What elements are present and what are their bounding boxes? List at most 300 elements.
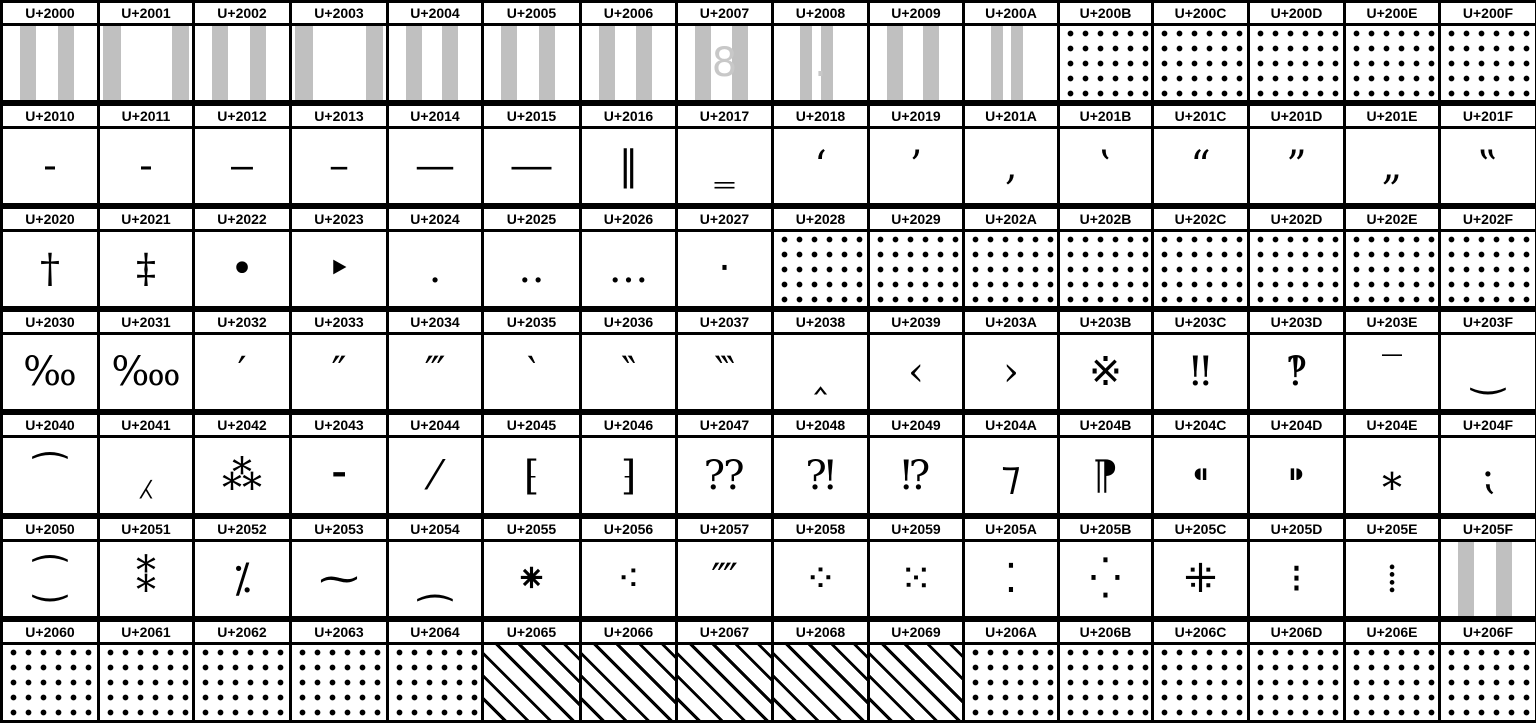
glyph-character: ― <box>511 143 552 189</box>
undefined-glyph-pattern <box>1346 232 1438 306</box>
glyph-character: ⁞ <box>1386 556 1398 602</box>
glyph-sample <box>389 129 481 203</box>
glyph-character: ′ <box>237 349 247 395</box>
code-point-label: U+2060 <box>3 622 97 642</box>
glyph-cell <box>1346 622 1438 720</box>
glyph-cell <box>3 3 97 100</box>
glyph-sample <box>292 335 386 409</box>
glyph-character: ⁈ <box>805 452 836 499</box>
code-point-label: U+203D <box>1250 312 1343 332</box>
glyph-cell <box>100 106 192 203</box>
code-point-label: U+205E <box>1346 519 1438 539</box>
glyph-sample <box>3 438 97 513</box>
glyph-character: ⁕ <box>514 556 549 602</box>
glyph-sample <box>965 438 1057 513</box>
glyph-cell <box>389 312 481 409</box>
glyph-sample <box>582 542 675 616</box>
glyph-cell <box>1441 415 1535 513</box>
glyph-cell <box>100 519 192 616</box>
glyph-sample <box>1346 542 1438 616</box>
space-reference-glyph: . <box>814 40 827 86</box>
code-point-label: U+204D <box>1250 415 1343 435</box>
undefined-glyph-pattern <box>1060 232 1151 306</box>
glyph-cell <box>1154 209 1247 306</box>
glyph-sample <box>195 129 289 203</box>
code-point-label: U+2004 <box>389 3 481 23</box>
glyph-sample <box>870 335 962 409</box>
glyph-sample <box>389 232 481 306</box>
glyph-character: ⁄ <box>431 452 439 499</box>
undefined-glyph-pattern <box>1250 26 1343 100</box>
glyph-sample <box>195 26 289 100</box>
space-width-bar <box>103 26 121 100</box>
undefined-glyph-pattern <box>870 232 962 306</box>
glyph-sample <box>582 129 675 203</box>
code-point-label: U+204F <box>1441 415 1535 435</box>
code-point-label: U+201F <box>1441 106 1535 126</box>
glyph-cell <box>582 209 675 306</box>
glyph-character: ‟ <box>1477 143 1499 189</box>
code-point-label: U+204E <box>1346 415 1438 435</box>
code-point-label: U+2067 <box>678 622 771 642</box>
code-point-label: U+2043 <box>292 415 386 435</box>
glyph-sample <box>774 542 867 616</box>
glyph-cell <box>774 519 867 616</box>
code-point-label: U+203A <box>965 312 1057 332</box>
glyph-character: ․ <box>428 246 442 292</box>
glyph-cell <box>1060 3 1151 100</box>
code-point-label: U+200B <box>1060 3 1151 23</box>
code-point-label: U+2055 <box>484 519 579 539</box>
glyph-character: — <box>415 143 455 189</box>
glyph-cell <box>3 519 97 616</box>
code-point-label: U+2017 <box>678 106 771 126</box>
glyph-character: … <box>608 246 649 292</box>
glyph-cell <box>774 209 867 306</box>
glyph-sample <box>484 335 579 409</box>
code-point-label: U+2001 <box>100 3 192 23</box>
glyph-cell <box>292 519 386 616</box>
glyph-character: ⁓ <box>319 556 359 602</box>
code-point-label: U+2000 <box>3 3 97 23</box>
code-point-label: U+204A <box>965 415 1057 435</box>
glyph-cell <box>1250 106 1343 203</box>
glyph-character: ⁏ <box>1481 452 1495 499</box>
undefined-glyph-pattern <box>1441 645 1535 720</box>
glyph-character: ⁍ <box>1286 452 1307 499</box>
code-point-label: U+2010 <box>3 106 97 126</box>
undefined-glyph-pattern <box>965 645 1057 720</box>
glyph-cell <box>1154 312 1247 409</box>
glyph-character: „ <box>1381 143 1403 189</box>
undefined-glyph-pattern <box>1154 26 1247 100</box>
glyph-cell <box>3 622 97 720</box>
code-point-label: U+2013 <box>292 106 386 126</box>
code-point-label: U+2037 <box>678 312 771 332</box>
undefined-glyph-pattern <box>1346 645 1438 720</box>
code-point-label: U+201B <box>1060 106 1151 126</box>
glyph-cell <box>774 622 867 720</box>
unassigned-code-point-pattern <box>582 645 675 720</box>
glyph-sample <box>870 438 962 513</box>
glyph-sample <box>292 542 386 616</box>
code-point-label: U+2057 <box>678 519 771 539</box>
glyph-character: ⁂ <box>222 452 262 499</box>
glyph-character: ⁗ <box>711 556 738 602</box>
glyph-sample <box>1154 129 1247 203</box>
code-point-label: U+2028 <box>774 209 867 229</box>
glyph-character: ⁁ <box>141 452 151 499</box>
code-point-label: U+2033 <box>292 312 386 332</box>
code-point-label: U+2009 <box>870 3 962 23</box>
space-width-bar <box>172 26 189 100</box>
glyph-sample <box>100 26 192 100</box>
glyph-cell <box>1060 312 1151 409</box>
glyph-sample <box>1154 438 1247 513</box>
undefined-glyph-pattern <box>1441 26 1535 100</box>
code-point-label: U+2068 <box>774 622 867 642</box>
glyph-character: ‴ <box>424 349 446 395</box>
glyph-sample <box>774 129 867 203</box>
code-point-label: U+2045 <box>484 415 579 435</box>
code-point-label: U+206D <box>1250 622 1343 642</box>
glyph-cell <box>292 415 386 513</box>
code-point-label: U+2048 <box>774 415 867 435</box>
code-point-label: U+200C <box>1154 3 1247 23</box>
glyph-character: ‑ <box>139 143 153 189</box>
space-width-bar <box>636 26 652 100</box>
glyph-cell <box>1250 622 1343 720</box>
glyph-sample <box>100 438 192 513</box>
glyph-sample <box>678 542 771 616</box>
code-point-label: U+201C <box>1154 106 1247 126</box>
code-point-label: U+200E <box>1346 3 1438 23</box>
glyph-character: ⁚ <box>1004 556 1018 602</box>
space-width-bar <box>1496 542 1512 616</box>
undefined-glyph-pattern <box>1250 232 1343 306</box>
glyph-cell <box>678 106 771 203</box>
glyph-sample <box>484 129 579 203</box>
glyph-cell <box>870 106 962 203</box>
glyph-character: ” <box>1286 143 1307 189</box>
glyph-character: ‼ <box>1189 349 1212 395</box>
code-point-label: U+2052 <box>195 519 289 539</box>
glyph-character: ⁛ <box>1089 556 1122 602</box>
glyph-sample <box>195 438 289 513</box>
glyph-sample <box>965 26 1057 100</box>
code-point-label: U+2054 <box>389 519 481 539</box>
glyph-sample <box>3 26 97 100</box>
glyph-cell <box>389 209 481 306</box>
glyph-cell <box>870 415 962 513</box>
glyph-cell <box>1346 312 1438 409</box>
code-point-label: U+2061 <box>100 622 192 642</box>
glyph-cell <box>100 622 192 720</box>
glyph-sample <box>1060 542 1151 616</box>
code-point-label: U+2024 <box>389 209 481 229</box>
glyph-character: ‸ <box>813 349 828 395</box>
glyph-cell <box>484 3 579 100</box>
glyph-character: ⁉ <box>900 452 932 499</box>
glyph-character: ‒ <box>229 143 255 189</box>
glyph-cell <box>1441 209 1535 306</box>
code-point-label: U+2044 <box>389 415 481 435</box>
glyph-sample <box>195 542 289 616</box>
glyph-cell <box>1250 415 1343 513</box>
glyph-cell <box>3 415 97 513</box>
glyph-cell <box>1250 209 1343 306</box>
glyph-cell <box>678 415 771 513</box>
glyph-character: ‘ <box>814 143 827 189</box>
glyph-cell <box>1154 3 1247 100</box>
glyph-sample <box>100 542 192 616</box>
glyph-cell <box>965 106 1057 203</box>
glyph-sample <box>100 232 192 306</box>
glyph-cell <box>582 519 675 616</box>
code-point-label: U+202A <box>965 209 1057 229</box>
glyph-sample <box>1346 129 1438 203</box>
space-width-bar <box>1011 26 1023 100</box>
code-point-label: U+2014 <box>389 106 481 126</box>
glyph-character: ⁑ <box>136 556 156 602</box>
glyph-character: ‷ <box>714 349 735 395</box>
code-point-label: U+2023 <box>292 209 386 229</box>
glyph-cell <box>100 209 192 306</box>
glyph-sample <box>1441 335 1535 409</box>
space-width-bar <box>991 26 1003 100</box>
glyph-sample <box>484 438 579 513</box>
glyph-sample <box>774 26 867 100</box>
glyph-cell <box>292 106 386 203</box>
glyph-cell <box>582 312 675 409</box>
code-point-label: U+2008 <box>774 3 867 23</box>
code-point-label: U+2015 <box>484 106 579 126</box>
glyph-sample <box>3 542 97 616</box>
glyph-character: • <box>230 246 254 292</box>
glyph-character: ⁊ <box>1001 452 1021 499</box>
glyph-sample <box>100 129 192 203</box>
space-width-bar <box>539 26 555 100</box>
code-point-label: U+2026 <box>582 209 675 229</box>
glyph-character: ⁜ <box>1183 556 1218 602</box>
undefined-glyph-pattern <box>389 645 481 720</box>
glyph-sample <box>582 335 675 409</box>
space-width-bar <box>599 26 615 100</box>
glyph-character: ‣ <box>327 246 351 292</box>
glyph-character: ‹ <box>908 349 924 395</box>
glyph-cell <box>1154 622 1247 720</box>
glyph-character: ’ <box>909 143 923 189</box>
glyph-character: ‚ <box>1004 143 1018 189</box>
glyph-sample <box>1250 129 1343 203</box>
glyph-character: ‖ <box>618 143 639 189</box>
glyph-sample <box>484 26 579 100</box>
code-point-label: U+201A <box>965 106 1057 126</box>
unassigned-code-point-pattern <box>870 645 962 720</box>
glyph-sample <box>484 542 579 616</box>
glyph-character: ″ <box>331 349 347 395</box>
undefined-glyph-pattern <box>1441 232 1535 306</box>
glyph-cell <box>1060 519 1151 616</box>
code-point-label: U+2066 <box>582 622 675 642</box>
glyph-sample <box>1441 542 1535 616</box>
glyph-character: ‿ <box>1471 349 1505 395</box>
glyph-cell <box>1060 415 1151 513</box>
glyph-character: ‱ <box>111 349 181 395</box>
glyph-character: ‾ <box>1382 349 1402 395</box>
code-point-label: U+2042 <box>195 415 289 435</box>
space-reference-glyph: 8 <box>711 40 738 86</box>
glyph-cell <box>195 622 289 720</box>
glyph-character: ‐ <box>43 143 57 189</box>
space-width-bar <box>212 26 228 100</box>
glyph-sample <box>965 542 1057 616</box>
code-point-label: U+202D <box>1250 209 1343 229</box>
undefined-glyph-pattern <box>3 645 97 720</box>
glyph-cell <box>1441 312 1535 409</box>
code-point-label: U+2021 <box>100 209 192 229</box>
glyph-cell <box>1250 312 1343 409</box>
glyph-cell <box>1441 106 1535 203</box>
glyph-character: ‡ <box>136 246 156 292</box>
glyph-character: ⁐ <box>33 556 67 602</box>
glyph-character: ⁌ <box>1190 452 1211 499</box>
code-point-label: U+2005 <box>484 3 579 23</box>
code-point-label: U+2006 <box>582 3 675 23</box>
glyph-character: ‛ <box>1099 143 1112 189</box>
code-point-label: U+2011 <box>100 106 192 126</box>
glyph-sample <box>1441 438 1535 513</box>
glyph-cell <box>292 3 386 100</box>
code-point-label: U+2047 <box>678 415 771 435</box>
code-point-label: U+206B <box>1060 622 1151 642</box>
code-point-label: U+203E <box>1346 312 1438 332</box>
glyph-cell <box>870 312 962 409</box>
code-point-label: U+2050 <box>3 519 97 539</box>
code-point-label: U+2051 <box>100 519 192 539</box>
space-width-bar <box>923 26 939 100</box>
code-point-label: U+2035 <box>484 312 579 332</box>
code-point-label: U+202E <box>1346 209 1438 229</box>
glyph-cell <box>774 106 867 203</box>
glyph-sample <box>678 26 771 100</box>
glyph-cell <box>965 415 1057 513</box>
glyph-character: ‗ <box>714 143 735 189</box>
undefined-glyph-pattern <box>1060 645 1151 720</box>
glyph-cell <box>3 312 97 409</box>
glyph-sample <box>195 335 289 409</box>
undefined-glyph-pattern <box>1154 232 1247 306</box>
glyph-cell <box>582 3 675 100</box>
glyph-character: ⁔ <box>418 556 452 602</box>
glyph-sample <box>870 542 962 616</box>
glyph-cell <box>389 106 481 203</box>
glyph-sample <box>678 129 771 203</box>
space-width-bar <box>887 26 903 100</box>
glyph-sample <box>1441 129 1535 203</box>
glyph-cell <box>484 209 579 306</box>
glyph-cell <box>965 209 1057 306</box>
glyph-sample <box>965 335 1057 409</box>
code-point-label: U+200D <box>1250 3 1343 23</box>
glyph-sample <box>389 335 481 409</box>
code-point-label: U+204B <box>1060 415 1151 435</box>
code-point-label: U+2049 <box>870 415 962 435</box>
undefined-glyph-pattern <box>195 645 289 720</box>
glyph-sample <box>678 335 771 409</box>
glyph-cell <box>1250 519 1343 616</box>
code-point-label: U+204C <box>1154 415 1247 435</box>
glyph-sample <box>389 438 481 513</box>
glyph-cell <box>3 209 97 306</box>
code-point-label: U+202F <box>1441 209 1535 229</box>
glyph-sample <box>1346 438 1438 513</box>
glyph-cell <box>484 519 579 616</box>
glyph-character: ‥ <box>518 246 545 292</box>
glyph-sample <box>484 232 579 306</box>
space-width-bar <box>406 26 422 100</box>
glyph-cell <box>195 312 289 409</box>
glyph-character: ⁋ <box>1092 452 1119 499</box>
glyph-sample <box>582 438 675 513</box>
glyph-sample <box>3 335 97 409</box>
glyph-cell <box>870 3 962 100</box>
code-point-label: U+205F <box>1441 519 1535 539</box>
glyph-cell <box>1154 415 1247 513</box>
code-point-label: U+2040 <box>3 415 97 435</box>
glyph-cell <box>582 106 675 203</box>
glyph-cell <box>678 519 771 616</box>
code-point-label: U+203F <box>1441 312 1535 332</box>
glyph-sample <box>1060 129 1151 203</box>
code-point-label: U+200F <box>1441 3 1535 23</box>
glyph-character: ⁇ <box>704 452 745 499</box>
glyph-cell <box>582 622 675 720</box>
code-point-label: U+2027 <box>678 209 771 229</box>
code-point-label: U+200A <box>965 3 1057 23</box>
undefined-glyph-pattern <box>292 645 386 720</box>
space-width-bar <box>250 26 266 100</box>
undefined-glyph-pattern <box>774 232 867 306</box>
space-width-bar <box>58 26 74 100</box>
code-point-label: U+2053 <box>292 519 386 539</box>
glyph-cell <box>1441 519 1535 616</box>
unassigned-code-point-pattern <box>678 645 771 720</box>
glyph-sample <box>1060 335 1151 409</box>
glyph-cell <box>389 519 481 616</box>
code-point-label: U+205B <box>1060 519 1151 539</box>
code-point-label: U+2036 <box>582 312 675 332</box>
glyph-sample <box>1154 335 1247 409</box>
glyph-cell <box>1346 209 1438 306</box>
glyph-sample <box>582 232 675 306</box>
glyph-cell <box>484 106 579 203</box>
code-point-label: U+205A <box>965 519 1057 539</box>
glyph-character: ⁅ <box>523 452 540 499</box>
glyph-sample <box>1250 335 1343 409</box>
glyph-character: ⁘ <box>803 556 838 602</box>
glyph-character: ‰ <box>23 349 77 395</box>
code-point-label: U+2025 <box>484 209 579 229</box>
glyph-cell <box>3 106 97 203</box>
code-point-label: U+2029 <box>870 209 962 229</box>
glyph-character: – <box>329 143 349 189</box>
glyph-character: › <box>1003 349 1019 395</box>
glyph-cell <box>678 3 771 100</box>
glyph-sample <box>678 438 771 513</box>
glyph-cell <box>1060 622 1151 720</box>
code-point-label: U+201D <box>1250 106 1343 126</box>
